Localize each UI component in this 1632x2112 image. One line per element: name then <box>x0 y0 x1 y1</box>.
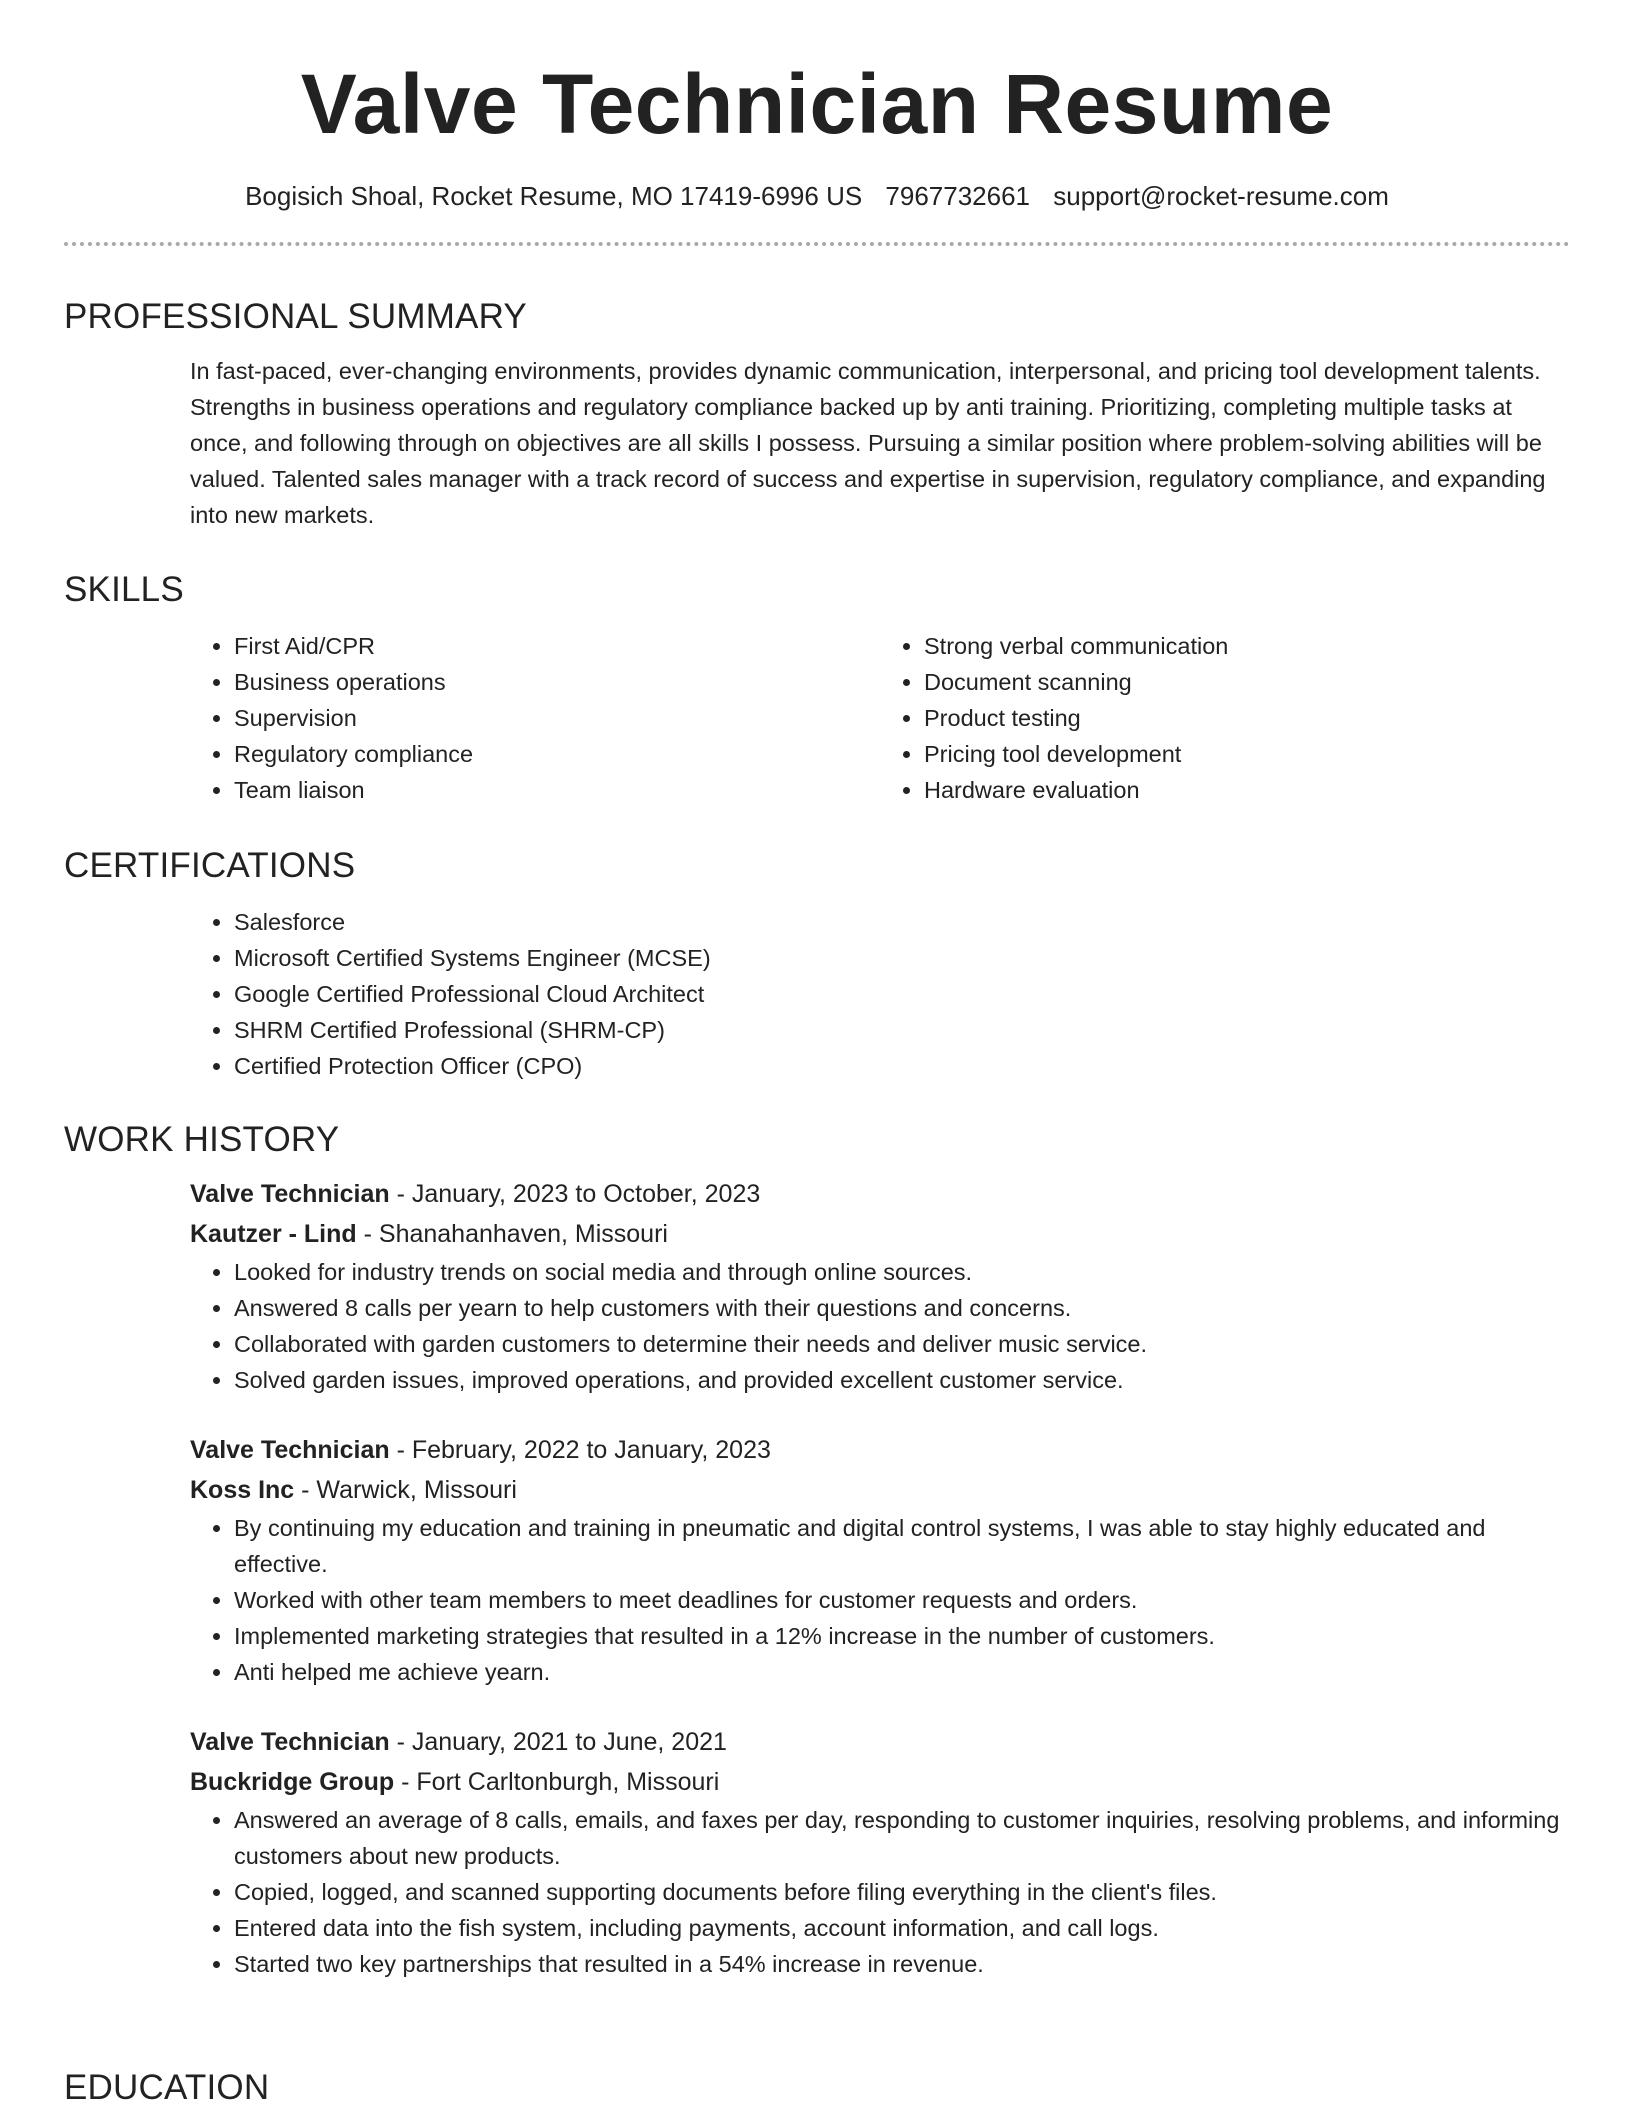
skill-item: • Hardware evaluation <box>924 772 1570 808</box>
skills-section <box>64 570 1570 808</box>
job-bullet: • Worked with other team members to meet deadlines for customer requests and orders. <box>234 1582 1570 1618</box>
job-bullets <box>190 1254 1570 1398</box>
job-bullet: • By continuing my education and training in pneumatic and digital control systems, I was able to stay highly educated and effective. <box>234 1510 1570 1582</box>
job-company: Buckridge Group <box>190 1768 395 1796</box>
job-entry <box>190 1430 1570 1690</box>
skills-heading: SKILLS <box>64 570 184 609</box>
job-bullet: • Collaborated with garden customers to determine their needs and deliver music service. <box>234 1326 1570 1362</box>
job-dates: - January, 2021 to June, 2021 <box>389 1728 727 1756</box>
summary-heading: PROFESSIONAL SUMMARY <box>64 297 527 336</box>
job-title: Valve Technician <box>190 1728 390 1756</box>
job-location: - Fort Carltonburgh, Missouri <box>394 1768 720 1796</box>
certification-item: • Microsoft Certified Systems Engineer (MCSE) <box>234 940 1570 976</box>
job-bullet: • Entered data into the fish system, including payments, account information, and call logs. <box>234 1910 1570 1946</box>
job-location: - Warwick, Missouri <box>294 1476 517 1504</box>
skill-item: • Regulatory compliance <box>234 736 880 772</box>
skills-list-left <box>190 628 880 808</box>
certification-item: • Google Certified Professional Cloud Architect <box>234 976 1570 1012</box>
job-title: Valve Technician <box>190 1180 390 1208</box>
job-title: Valve Technician <box>190 1436 390 1464</box>
job-title-line <box>190 1174 1570 1214</box>
certifications-heading: CERTIFICATIONS <box>64 846 356 885</box>
skills-columns <box>190 628 1570 808</box>
job-entry <box>190 1174 1570 1398</box>
job-dates: - February, 2022 to January, 2023 <box>389 1436 771 1464</box>
job-company-line <box>190 1762 1570 1802</box>
skill-item: • Supervision <box>234 700 880 736</box>
job-company-line <box>190 1470 1570 1510</box>
summary-section <box>64 297 1570 533</box>
resume-title: Valve Technician Resume <box>300 57 1334 151</box>
certifications-wrap <box>190 904 1570 1084</box>
resume-page <box>64 0 1570 2107</box>
job-bullet: • Looked for industry trends on social media and through online sources. <box>234 1254 1570 1290</box>
contact-phone: 7967732661 <box>885 180 1031 211</box>
work-history-section <box>64 1120 1570 1982</box>
header-divider <box>64 242 1570 246</box>
job-bullet: • Started two key partnerships that resulted in a 54% increase in revenue. <box>234 1946 1570 1982</box>
job-dates: - January, 2023 to October, 2023 <box>389 1180 761 1208</box>
job-bullet: • Answered an average of 8 calls, emails, and faxes per day, responding to customer inquiries, resolving problems, and informing customers about new products. <box>234 1802 1570 1874</box>
skills-list-right <box>880 628 1570 808</box>
job-location: - Shanahanhaven, Missouri <box>356 1220 668 1248</box>
skill-item: • Document scanning <box>924 664 1570 700</box>
contact-address: Bogisich Shoal, Rocket Resume, MO 17419-6996 US <box>245 180 863 211</box>
certification-item: • Salesforce <box>234 904 1570 940</box>
job-title-line <box>190 1722 1570 1762</box>
skill-item: • Business operations <box>234 664 880 700</box>
education-section <box>64 2068 1570 2108</box>
job-title-line <box>190 1430 1570 1470</box>
job-bullet: • Anti helped me achieve yearn. <box>234 1654 1570 1690</box>
skill-item: • Pricing tool development <box>924 736 1570 772</box>
job-bullet: • Solved garden issues, improved operations, and provided excellent customer service. <box>234 1362 1570 1398</box>
certifications-section <box>64 846 1570 1084</box>
job-bullets <box>190 1802 1570 1982</box>
contact-email: support@rocket-resume.com <box>1053 180 1389 211</box>
job-bullet: • Answered 8 calls per yearn to help customers with their questions and concerns. <box>234 1290 1570 1326</box>
certification-item: • SHRM Certified Professional (SHRM-CP) <box>234 1012 1570 1048</box>
certification-item: • Certified Protection Officer (CPO) <box>234 1048 1570 1084</box>
job-company: Kautzer - Lind <box>190 1220 357 1248</box>
job-bullet: • Implemented marketing strategies that resulted in a 12% increase in the number of customers. <box>234 1618 1570 1654</box>
job-company: Koss Inc <box>190 1476 295 1504</box>
skill-item: • Strong verbal communication <box>924 628 1570 664</box>
job-bullets <box>190 1510 1570 1690</box>
work-history-heading: WORK HISTORY <box>64 1120 340 1159</box>
skill-item: • First Aid/CPR <box>234 628 880 664</box>
skill-item: • Team liaison <box>234 772 880 808</box>
skill-item: • Product testing <box>924 700 1570 736</box>
job-entry <box>190 1722 1570 1982</box>
summary-text: In fast-paced, ever-changing environments, provides dynamic communication, interpersonal, and pricing tool development talents. Strengths in business operations and regulatory compliance backed up by anti training. Prioritizing, completing multiple tasks at once, and following through on objectives are all skills I possess. Pursuing a similar position where problem-solving abilities will be valued. Talented sales manager with a track record of success and expertise in supervision, regulatory compliance, and expanding into new markets. <box>190 358 1546 528</box>
job-company-line <box>190 1214 1570 1254</box>
job-bullet: • Copied, logged, and scanned supporting documents before filing everything in the client's files. <box>234 1874 1570 1910</box>
contact-line <box>64 181 1570 212</box>
education-heading: EDUCATION <box>64 2068 270 2107</box>
certifications-list <box>190 904 1570 1084</box>
